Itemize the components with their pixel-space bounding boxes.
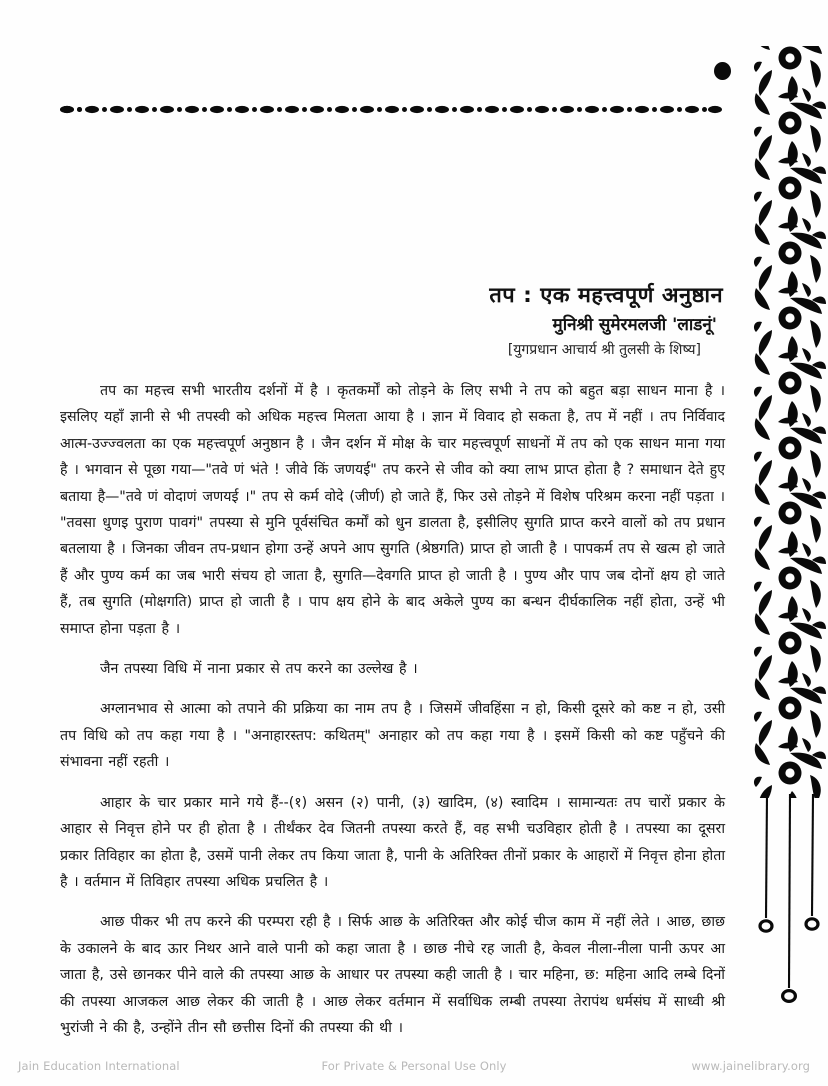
body-text: [60, 378, 725, 1041]
footer-usage-notice: For Private & Personal Use Only: [321, 1059, 507, 1073]
page-title: तप : एक महत्त्वपूर्ण अनुष्ठान: [489, 283, 723, 307]
paragraph: आहार के चार प्रकार माने गये हैं--(१) असन (२) पानी, (३) खादिम, (४) स्वादिम । सामान्यतः तप चारों प्रकार के आहार से निवृत्त होने पर ही होता है । तीर्थंकर देव जितनी तपस्या करते हैं, वह सभी चउविहार होती है । तपस्या का दूसरा प्रकार तिविहार का होता है, उसमें पानी लेकर तप किया जाता है, पानी के अतिरिक्त तीनों प्रकार के आहारों में निवृत्त होना होता है । वर्तमान में तिविहार तपस्या अधिक प्रचलित है ।: [60, 794, 725, 890]
paragraph: जैन तपस्या विधि में नाना प्रकार से तप करने का उल्लेख है ।: [100, 661, 418, 678]
footer-organization: Jain Education International: [18, 1059, 180, 1073]
heading-block: [60, 282, 723, 360]
top-right-dot-ornament: [714, 62, 731, 80]
paragraph: तप का महत्त्व सभी भारतीय दर्शनों में है । कृतकर्मों को तोड़ने के लिए सभी ने तप को बहुत बड़ा साधन माना है । इसलिए यहाँ ज्ञानी से भी तपस्वी को अधिक महत्त्व मिलता आया है । ज्ञान में विवाद हो सकता है, तप में नहीं । तप निर्विवाद आत्म-उज्ज्वलता का एक महत्त्वपूर्ण अनुष्ठान है । जैन दर्शन में मोक्ष के चार महत्त्वपूर्ण साधनों में तप को एक साधन माना गया है । भगवान से पूछा गया—"तवे णं भंते ! जीवे किं जणयई" तप करने से जीव को क्या लाभ प्राप्त होता है ? समाधान देते हुए बताया है—"तवे णं वोदाणं जणयई ।" तप से कर्म वोदे (जीर्ण) हो जाते हैं, फिर उसे तोड़ने में विशेष परिश्रम करना नहीं पड़ता । "तवसा धुणइ पुराण पावगं" तपस्या से मुनि पूर्वसंचित कर्मों को धुन डालता है, इसीलिए सुगति प्राप्त करने वालों को तप प्रधान बतलाया है । जिनका जीवन तप-प्रधान होगा उन्हें अपने आप सुगति (श्रेष्ठगति) प्राप्त हो जाती है । पापकर्म तप से खत्म हो जाते हैं और पुण्य कर्म का जब भारी संचय हो जाता है, सुगति—देवगति प्राप्त हो जाती है । पुण्य और पाप जब दोनों क्षय हो जाते हैं, तब सुगति (मोक्षगति) प्राप्त हो जाती है । पाप क्षय होने के बाद अकेले पुण्य का बन्धन दीर्घकालिक नहीं होता, उन्हें भी समाप्त होना पड़ता है ।: [60, 383, 725, 637]
tassel-ornament: [752, 790, 828, 1030]
paragraph: अग्लानभाव से आत्मा को तपाने की प्रक्रिया का नाम तप है । जिसमें जीवहिंसा न हो, किसी दूसरे को कष्ट न हो, उसी तप विधि को तप कहा गया है । "अनाहारस्तप: कथितम्" अनाहार को तप कहा गया है । इसमें किसी को कष्ट पहुँचने की संभावना नहीं रहती ।: [60, 701, 725, 771]
author-affiliation: [युगप्रधान आचार्य श्री तुलसी के शिष्य]: [507, 342, 701, 359]
page-footer: [0, 1055, 828, 1077]
footer-website[interactable]: www.jainelibrary.org: [691, 1059, 810, 1073]
author-byline: मुनिश्री सुमेरमलजी 'लाडनूं': [552, 315, 717, 336]
top-beaded-rule: [60, 100, 723, 111]
side-decorative-border: [752, 46, 828, 798]
paragraph: आछ पीकर भी तप करने की परम्परा रही है । सिर्फ आछ के अतिरिक्त और कोई चीज काम में नहीं लेते । आछ, छाछ के उकालने के बाद ऊार निथर आने वाले पानी को कहा जाता है । छाछ नीचे रह जाती है, केवल नीला-नीला पानी ऊपर आ जाता है, उसे छानकर पीने वाले की तपस्या आछ के आधार पर तपस्या कही जाती है । चार महिना, छ: महिना आदि लम्बे दिनों की तपस्या आजकल आछ लेकर की जाती है । आछ लेकर वर्तमान में सर्वाधिक लम्बी तपस्या तेरापंथ धर्मसंघ में साध्वी श्री भुरांजी ने की है, उन्होंने तीन सौ छत्तीस दिनों की तपस्या की थी ।: [60, 914, 725, 1036]
